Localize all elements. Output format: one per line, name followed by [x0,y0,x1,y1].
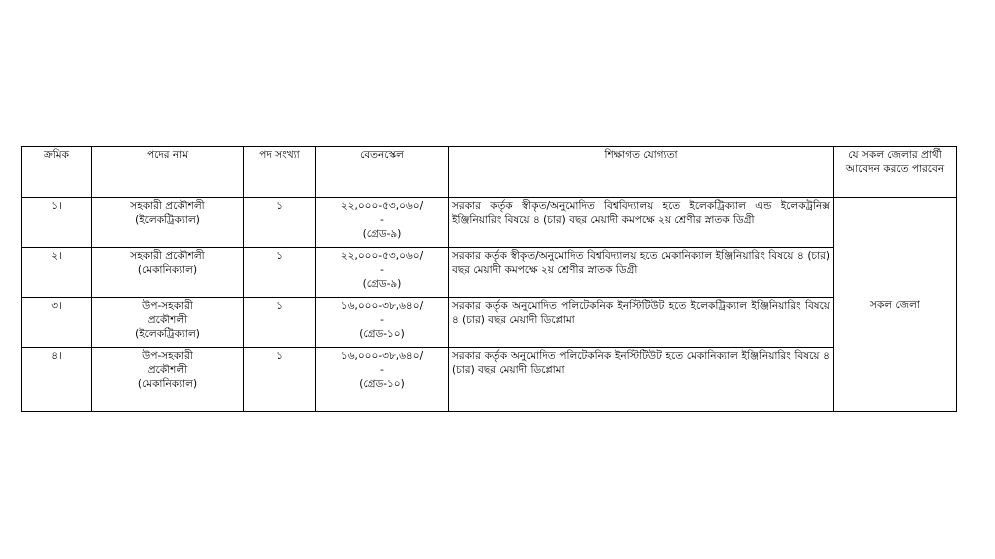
table-row [22,198,957,248]
pay-scale-range: ২২,০০০-৫৩,০৬০/ [340,200,424,212]
header-serial: ক্রমিক [22,147,92,198]
table-row [22,248,957,298]
pay-scale-cell [316,198,449,248]
header-qualification: শিক্ষাগত যোগ্যতা [449,147,834,198]
pay-scale-range: ১৬,০০০-৩৮,৬৪০/ [340,300,424,312]
post-name-line: (ইলেকট্রিক্যাল) [135,328,200,340]
header-eligible-districts: যে সকল জেলার প্রার্থী আবেদন করতে পারবেন [834,147,957,198]
post-count-cell: ১ [244,198,316,248]
post-name-line: (ইলেকট্রিক্যাল) [135,214,200,226]
post-name-line: (মেকানিক্যাল) [137,378,198,390]
serial-cell: ৪। [22,348,92,412]
pay-scale-dash: - [380,314,384,326]
post-name-line: সহকারী প্রকৌশলী [130,200,205,212]
pay-scale-cell [316,348,449,412]
post-name-line: (মেকানিক্যাল) [137,264,198,276]
table-row [22,298,957,348]
pay-scale-dash: - [380,364,384,376]
header-post-count: পদ সংখ্যা [244,147,316,198]
serial-cell: ৩। [22,298,92,348]
post-name-line: প্রকৌশলী [147,314,188,326]
post-name-line: প্রকৌশলী [147,364,188,376]
post-name-cell [92,248,244,298]
post-count-cell: ১ [244,298,316,348]
pay-scale-grade: (গ্রেড-৯) [362,228,402,240]
pay-scale-range: ১৬,০০০-৩৮,৬৪০/ [340,350,424,362]
pay-scale-grade: (গ্রেড-১০) [359,378,405,390]
serial-cell: ২। [22,248,92,298]
qualification-cell: সরকার কর্তৃক স্বীকৃত/অনুমোদিত বিশ্ববিদ্যালয় হতে মেকানিক্যাল ইঞ্জিনিয়ারিং বিষয়ে ৪ (চার) বছর মেয়াদী কমপক্ষে ২য় শ্রেণীর স্নাতক ডিগ্রী [449,248,834,298]
header-post-name: পদের নাম [92,147,244,198]
post-count-cell: ১ [244,348,316,412]
pay-scale-grade: (গ্রেড-১০) [359,328,405,340]
serial-cell: ১। [22,198,92,248]
pay-scale-grade: (গ্রেড-৯) [362,278,402,290]
post-name-line: উপ-সহকারী [142,300,193,312]
header-pay-scale: বেতনস্কেল [316,147,449,198]
qualification-cell: সরকার কর্তৃক অনুমোদিত পলিটেকনিক ইনস্টিটিউট হতে মেকানিক্যাল ইঞ্জিনিয়ারিং বিষয়ে ৪ (চার) বছর মেয়াদী ডিপ্লোমা [449,348,834,412]
pay-scale-dash: - [380,264,384,276]
pay-scale-dash: - [380,214,384,226]
post-count-cell: ১ [244,248,316,298]
pay-scale-range: ২২,০০০-৫৩,০৬০/ [340,250,424,262]
table-row [22,348,957,412]
eligible-districts-cell: সকল জেলা [834,198,957,412]
qualification-cell: সরকার কর্তৃক স্বীকৃত/অনুমোদিত বিশ্ববিদ্যালয় হতে ইলেকট্রিক্যাল এন্ড ইলেকট্রনিক্স ইঞ্জিনিয়ারিং বিষয়ে ৪ (চার) বছর মেয়াদী কমপক্ষে ২য় শ্রেণীর স্নাতক ডিগ্রী [449,198,834,248]
post-name-line: উপ-সহকারী [142,350,193,362]
pay-scale-cell [316,248,449,298]
table-header-row [22,147,957,198]
post-name-line: সহকারী প্রকৌশলী [130,250,205,262]
post-name-cell [92,198,244,248]
qualification-cell: সরকার কর্তৃক অনুমোদিত পলিটেকনিক ইনস্টিটিউট হতে ইলেকট্রিক্যাল ইঞ্জিনিয়ারিং বিষয়ে ৪ (চার) বছর মেয়াদী ডিপ্লোমা [449,298,834,348]
recruitment-table [21,146,957,412]
post-name-cell [92,348,244,412]
pay-scale-cell [316,298,449,348]
post-name-cell [92,298,244,348]
